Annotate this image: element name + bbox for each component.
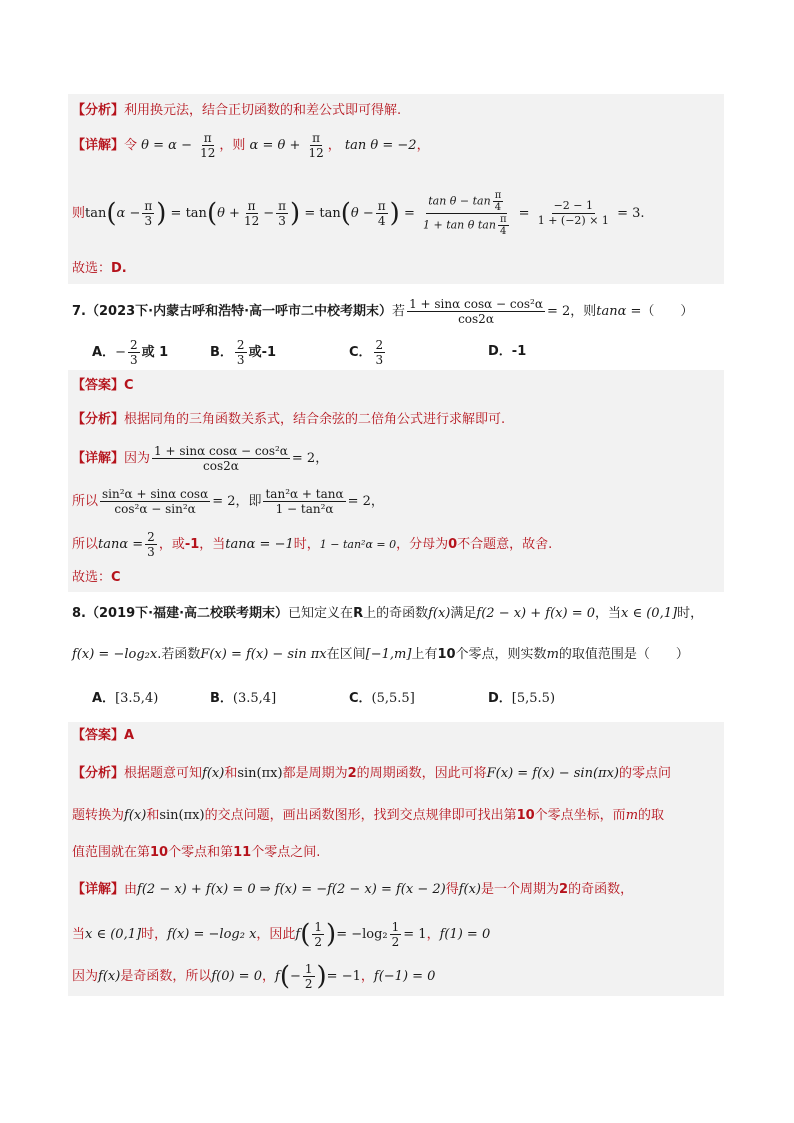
- math-expr: θ +: [217, 206, 240, 221]
- q8-stem-line1: [72, 604, 703, 624]
- frac-num: tan²α + tanα: [265, 487, 344, 501]
- question-source: （2019下·福建·高二校联考期末）: [85, 606, 289, 621]
- q8-option-d[interactable]: [488, 689, 555, 709]
- frac-den: 1 + (−2) × 1: [537, 214, 609, 227]
- frac-den: 3: [144, 214, 153, 228]
- q7-option-a[interactable]: [92, 338, 168, 367]
- detail-text: ，: [360, 969, 374, 984]
- detail-tag: 【详解】: [72, 138, 125, 153]
- stem-text: 个零点，则实数: [455, 647, 547, 662]
- frac-num: [426, 190, 507, 214]
- option-letter: C．: [349, 691, 372, 706]
- fraction: [100, 487, 210, 516]
- answer-tag: 【答案】: [72, 378, 125, 393]
- frac-den: 4: [494, 202, 502, 213]
- math-expr: f(0) = 0: [211, 969, 262, 984]
- q8-option-c[interactable]: [349, 689, 415, 709]
- frac-den: 3: [375, 353, 384, 367]
- math-expr: f(x) = −log₂ x: [167, 927, 257, 942]
- option-letter: A．: [92, 345, 116, 360]
- detail-text: 的奇函数，: [568, 882, 634, 897]
- fraction: [374, 338, 386, 367]
- answer-letter: D.: [111, 261, 127, 276]
- stem-text: = 2，则: [546, 304, 597, 319]
- option-letter: B．: [210, 691, 233, 706]
- detail-text: 由: [124, 882, 138, 897]
- fraction: [263, 487, 345, 516]
- math-expr: f(x) = −log₂x: [72, 647, 158, 662]
- analysis-text: 的交点问题，画出函数图形，找到交点规律即可找出第: [204, 808, 517, 823]
- math-expr: m: [625, 808, 639, 823]
- math-expr: =: [304, 206, 316, 221]
- detail-tag: 【详解】: [72, 882, 125, 897]
- fraction: [128, 338, 140, 367]
- detail-text: 当: [72, 927, 86, 942]
- q8-stem-line2: [72, 645, 689, 665]
- math-expr: f: [295, 927, 301, 942]
- option-value: [3.5,4): [115, 691, 159, 706]
- frac-num: π: [247, 199, 256, 213]
- option-letter: D．: [488, 344, 512, 359]
- analysis-text: 利用换元法，结合正切函数的和差公式即可得解.: [124, 103, 402, 118]
- frac-den: 12: [243, 214, 260, 228]
- math-expr: = −1: [326, 969, 361, 984]
- math-expr: f(1) = 0: [439, 927, 491, 942]
- math-expr: tanα =: [98, 537, 144, 552]
- detail-text: 得: [445, 882, 459, 897]
- option-letter: B．: [210, 345, 233, 360]
- option-text: 或-1: [248, 345, 277, 360]
- q8-option-b[interactable]: [210, 689, 276, 709]
- fraction: [498, 214, 509, 237]
- answer-prefix: 故选：: [72, 261, 112, 276]
- option-letter: D．: [488, 691, 512, 706]
- math-expr: θ = α −: [141, 138, 192, 153]
- frac-num: π: [499, 214, 507, 225]
- stem-text: .若函数: [157, 647, 201, 662]
- analysis-number: 11: [233, 845, 252, 860]
- math-expr: α −: [116, 206, 141, 221]
- math-expr: tanα = −1: [225, 537, 294, 552]
- q7-detail-line2: [72, 487, 384, 516]
- math-expr: tan: [185, 206, 207, 221]
- detail-text: ，分母为: [396, 537, 449, 552]
- fraction: [152, 444, 290, 473]
- math-expr: =: [403, 206, 415, 221]
- math-expr: m: [546, 647, 559, 662]
- frac-den: cos²α − sin²α: [114, 502, 196, 516]
- q7-answer-tag-line: [72, 376, 134, 396]
- math-expr: = 2，: [347, 494, 384, 509]
- analysis-tag: 【分析】: [72, 412, 125, 427]
- frac-den: 3: [147, 545, 155, 559]
- stem-text: 时，: [677, 606, 704, 621]
- q7-stem: [72, 297, 693, 326]
- stem-text: 已知定义在: [288, 606, 354, 621]
- stem-text: 上有: [411, 647, 438, 662]
- fraction: [407, 297, 545, 326]
- option-text: -1: [511, 344, 527, 359]
- math-expr: [−1,m]: [365, 647, 412, 662]
- frac-den: 4: [500, 226, 507, 237]
- q6-detail-line1: [72, 131, 430, 160]
- q7-final-answer-line: [72, 568, 121, 588]
- frac-num: 1 + sinα cosα − cos²α: [409, 297, 543, 311]
- frac-den: cos2α: [458, 312, 494, 326]
- math-expr: tan: [85, 206, 107, 221]
- math-expr: = −log₂: [336, 927, 388, 942]
- math-expr: = 1: [403, 927, 427, 942]
- option-sign: −: [115, 345, 126, 360]
- q8-detail-line3: 因为f(x)是奇函数，所以f(0) = 0，f(− $\frac{1}{2}$ )= −1，f(−1) = 0: [72, 961, 436, 992]
- solution-block-q6: [68, 94, 724, 284]
- analysis-text: 值范围就在第: [72, 845, 151, 860]
- detail-tag: 【详解】: [72, 451, 125, 466]
- frac-den: cos2α: [203, 459, 239, 473]
- analysis-text: 都是周期为: [282, 766, 348, 781]
- stem-text: （ ）: [641, 304, 694, 319]
- analysis-text: 个零点之间.: [251, 845, 321, 860]
- analysis-number: 10: [516, 808, 535, 823]
- analysis-text: 的零点问: [618, 766, 671, 781]
- q6-analysis-line: [72, 101, 401, 121]
- q6-detail-line2: 则tan(α − $\frac{\pi}{3}$ ) = tan(θ + $\frac{\pi}{12}$ − $\frac{\pi}{3}$ ) = tan(θ − $\frac{\pi}{4}$ ) = tan θ − tan $\frac{\pi}{4}$ 1 + tan θ tan $\frac{\pi}{4}$ = $\frac{-2 - 1}{1 + (-2) \times 1}$ = 3.: [72, 190, 645, 237]
- analysis-text: 和: [146, 808, 160, 823]
- math-expr: =: [170, 206, 182, 221]
- frac-den: 3: [236, 353, 245, 367]
- frac-num: π: [144, 199, 153, 213]
- math-expr: = 2，: [291, 451, 329, 466]
- frac-den: 4: [377, 214, 386, 228]
- frac-num: sin²α + sinα cosα: [102, 487, 209, 501]
- fraction: [390, 920, 402, 949]
- frac-den: [421, 214, 513, 237]
- stem-text: 若: [392, 304, 406, 319]
- math-expr: tan θ = −2: [344, 138, 417, 153]
- analysis-text: 和: [224, 766, 238, 781]
- frac-den: 1 − tan²α: [275, 502, 334, 516]
- frac-den: 2: [391, 935, 400, 949]
- frac-num: 1: [391, 920, 400, 934]
- question-source: （2023下·内蒙古呼和浩特·高一呼市二中校考期末）: [85, 304, 393, 319]
- analysis-tag: 【分析】: [72, 766, 125, 781]
- q8-analysis-line2: [72, 806, 664, 826]
- analysis-number: 2: [347, 766, 357, 781]
- detail-text: 不合题意，故舍.: [457, 537, 553, 552]
- frac-den: 12: [200, 146, 216, 160]
- fraction: [276, 199, 288, 228]
- stem-symbol: R: [353, 606, 364, 621]
- detail-text: ，则: [219, 138, 246, 153]
- math-expr: f(x): [428, 606, 451, 621]
- detail-text: 所以: [72, 494, 99, 509]
- option-value: [5,5.5): [511, 691, 556, 706]
- option-letter: A．: [92, 691, 116, 706]
- analysis-text: 根据题意可知: [124, 766, 203, 781]
- analysis-text: 个零点坐标，而: [534, 808, 626, 823]
- answer-letter: A: [124, 728, 135, 743]
- detail-text: ，: [416, 138, 430, 153]
- frac-num: π: [203, 131, 212, 145]
- q8-analysis-line3: [72, 843, 320, 863]
- option-value: (5,5.5]: [371, 691, 415, 706]
- answer-letter: C: [124, 378, 134, 393]
- math-expr: sin(πx): [159, 808, 205, 823]
- frac-den: 12: [308, 146, 324, 160]
- answer-letter: C: [111, 570, 121, 585]
- q8-option-a[interactable]: [92, 689, 158, 709]
- q8-analysis-line1: [72, 764, 671, 784]
- question-number: 8.: [72, 606, 86, 621]
- q8-answer-tag-line: [72, 726, 134, 746]
- frac-num: 2: [236, 338, 245, 352]
- stem-text: 上的奇函数: [363, 606, 429, 621]
- math-expr: tan: [319, 206, 341, 221]
- answer-tag: 【答案】: [72, 728, 125, 743]
- detail-text: 令: [124, 138, 138, 153]
- detail-text: ，因此: [256, 927, 296, 942]
- frac-num: π: [377, 199, 386, 213]
- math-expr: sin(πx): [237, 766, 283, 781]
- frac-num: π: [312, 131, 321, 145]
- detail-text: ，或: [158, 537, 185, 552]
- math-expr: = 2，即: [212, 494, 262, 509]
- frac-num: 2: [375, 338, 384, 352]
- analysis-text: 个零点和第: [168, 845, 234, 860]
- fraction: [312, 920, 324, 949]
- detail-text: ，: [327, 138, 341, 153]
- detail-text: 时，: [293, 537, 320, 552]
- math-expr: x ∈ (0,1]: [85, 927, 142, 942]
- math-expr: F(x) = f(x) − sin(πx): [486, 766, 619, 781]
- q6-answer-line: [72, 259, 127, 279]
- detail-text: 是一个周期为: [481, 882, 560, 897]
- stem-text: 满足: [450, 606, 477, 621]
- detail-value: -1: [184, 537, 200, 552]
- math-expr: = 3.: [617, 206, 645, 221]
- frac-num: −2 − 1: [553, 199, 594, 212]
- answer-prefix: 故选：: [72, 570, 112, 585]
- math-expr: −: [263, 206, 275, 221]
- math-expr: f(x): [98, 969, 121, 984]
- detail-value: 0: [448, 537, 458, 552]
- math-expr: f(x): [458, 882, 482, 897]
- math-expr: F(x) = f(x) − sin πx: [200, 647, 327, 662]
- q8-detail-line1: [72, 880, 633, 900]
- q7-option-d[interactable]: [488, 342, 526, 362]
- frac-num: π: [494, 190, 502, 201]
- fraction: [536, 199, 611, 228]
- analysis-text: 题转换为: [72, 808, 125, 823]
- fraction: [306, 131, 325, 160]
- frac-den: 2: [304, 977, 313, 991]
- frac-num: 1: [314, 920, 323, 934]
- analysis-text: 的取: [638, 808, 665, 823]
- frac-num: 1: [304, 962, 313, 976]
- math-expr: f(x): [124, 808, 147, 823]
- fraction: [242, 199, 261, 228]
- detail-text: 是奇函数，所以: [120, 969, 212, 984]
- math-expr: f(2 − x) + f(x) = 0 ⇒ f(x) = −f(2 − x) = f(x − 2): [137, 882, 446, 897]
- math-expr: f(x): [202, 766, 225, 781]
- q7-option-c[interactable]: [349, 338, 387, 367]
- math-expr: α = θ +: [249, 138, 301, 153]
- frac-num: π: [278, 199, 287, 213]
- q7-analysis-line: [72, 410, 505, 430]
- stem-number: 10: [437, 647, 456, 662]
- fraction: [303, 962, 315, 991]
- math-expr: θ −: [350, 206, 374, 221]
- frac-den: 2: [314, 935, 323, 949]
- q7-option-b[interactable]: [210, 338, 276, 367]
- frac-den: 3: [129, 353, 138, 367]
- detail-text: ，: [261, 969, 275, 984]
- analysis-tag: 【分析】: [72, 103, 125, 118]
- frac-num: 2: [147, 530, 155, 544]
- detail-text: ，: [426, 927, 440, 942]
- math-expr: x ∈ (0,1]: [621, 606, 678, 621]
- math-expr: f: [275, 969, 280, 984]
- fraction: [376, 199, 388, 228]
- math-expr: tanα =: [596, 304, 642, 319]
- math-expr: =: [518, 206, 530, 221]
- option-value: (3.5,4]: [232, 691, 277, 706]
- detail-text: 所以: [72, 537, 99, 552]
- detail-text: 因为: [72, 969, 99, 984]
- fraction: [493, 190, 504, 213]
- detail-number: 2: [559, 882, 569, 897]
- stem-text: 在区间: [326, 647, 366, 662]
- analysis-text: 的周期函数，因此可将: [356, 766, 487, 781]
- q7-detail-line3: [72, 530, 552, 559]
- fraction: [145, 530, 157, 559]
- detail-text: 时，: [141, 927, 168, 942]
- q8-detail-line2: 当x ∈ (0,1]时，f(x) = −log₂ x，因此f( $\frac{1}{2}$ )= −log₂ $\frac{1}{2}$ = 1，f(1) = 0: [72, 919, 491, 950]
- frac-num: 2: [129, 338, 138, 352]
- fraction: [198, 131, 217, 160]
- q7-detail-line1: [72, 444, 328, 473]
- option-text: 或 1: [141, 345, 169, 360]
- detail-text: ，当: [199, 537, 226, 552]
- stem-text: ，当: [595, 606, 622, 621]
- question-number: 7.: [72, 304, 86, 319]
- math-expr: tan θ − tan: [428, 194, 491, 208]
- option-letter: C．: [349, 345, 372, 360]
- math-expr: f(−1) = 0: [373, 969, 436, 984]
- math-expr: 1 + tan θ tan: [422, 218, 496, 232]
- big-fraction: [421, 190, 513, 237]
- analysis-number: 10: [150, 845, 169, 860]
- detail-text: 则: [72, 206, 86, 221]
- fraction: [142, 199, 154, 228]
- math-expr: f(2 − x) + f(x) = 0: [476, 606, 595, 621]
- frac-den: 3: [278, 214, 286, 228]
- math-expr: 1 − tan²α = 0: [319, 538, 397, 551]
- analysis-text: 根据同角的三角函数关系式，结合余弦的二倍角公式进行求解即可.: [124, 412, 506, 427]
- frac-num: 1 + sinα cosα − cos²α: [154, 444, 288, 458]
- stem-text: 的取值范围是（ ）: [558, 647, 689, 662]
- fraction: [235, 338, 247, 367]
- detail-text: 因为: [124, 451, 151, 466]
